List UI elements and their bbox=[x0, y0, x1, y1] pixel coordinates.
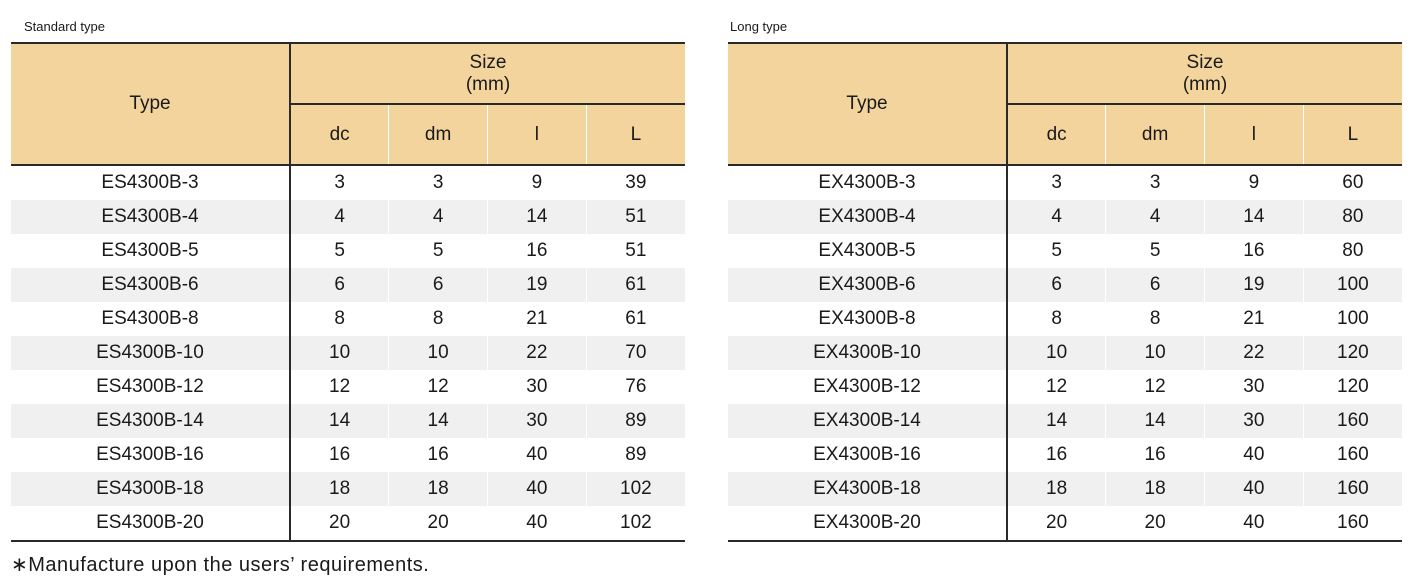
l-cell: 22 bbox=[488, 336, 587, 370]
table-row bbox=[728, 404, 1402, 438]
table-header bbox=[728, 43, 1402, 165]
L-cell: 80 bbox=[1303, 234, 1402, 268]
dm-cell: 18 bbox=[389, 472, 488, 506]
dm-cell: 3 bbox=[389, 165, 488, 200]
type-cell: ES4300B-10 bbox=[11, 336, 290, 370]
dc-cell: 6 bbox=[290, 268, 389, 302]
L-cell: 100 bbox=[1303, 302, 1402, 336]
dc-cell: 18 bbox=[290, 472, 389, 506]
dc-cell: 12 bbox=[329, 376, 351, 397]
standard-type-table bbox=[11, 42, 685, 542]
type-cell: EX4300B-3 bbox=[728, 165, 1007, 200]
dc-cell: 10 bbox=[1007, 336, 1106, 370]
L-cell: 61 bbox=[586, 302, 685, 336]
L-cell: 160 bbox=[1303, 438, 1402, 472]
type-cell: EX4300B-4 bbox=[728, 200, 1007, 234]
dm-cell: 16 bbox=[1106, 438, 1205, 472]
type-cell: ES4300B-16 bbox=[11, 438, 290, 472]
type-cell: ES4300B-6 bbox=[11, 268, 290, 302]
type-cell: ES4300B-18 bbox=[11, 472, 290, 506]
table-row bbox=[728, 200, 1402, 234]
dm-cell: 12 bbox=[389, 370, 488, 404]
dc-cell: 8 bbox=[1051, 308, 1062, 329]
L-cell: 39 bbox=[586, 165, 685, 200]
dc-cell: 8 bbox=[334, 308, 345, 329]
L-cell: 89 bbox=[586, 404, 685, 438]
L-header: L bbox=[1303, 104, 1402, 165]
size-header bbox=[1007, 43, 1402, 104]
L-cell: 102 bbox=[586, 472, 685, 506]
l-cell: 21 bbox=[1205, 302, 1304, 336]
l-header: l bbox=[1205, 104, 1304, 165]
dm-cell: 8 bbox=[1106, 302, 1205, 336]
L-cell: 89 bbox=[586, 438, 685, 472]
l-cell: 40 bbox=[488, 472, 587, 506]
L-cell: 120 bbox=[1303, 336, 1402, 370]
dm-cell: 14 bbox=[1106, 404, 1205, 438]
dm-cell: 5 bbox=[1106, 234, 1205, 268]
table-row bbox=[728, 302, 1402, 336]
dm-cell: 4 bbox=[1106, 200, 1205, 234]
table-row bbox=[11, 200, 685, 234]
table-row bbox=[11, 472, 685, 506]
table-body bbox=[11, 165, 685, 541]
dm-cell: 12 bbox=[1106, 370, 1205, 404]
L-cell: 76 bbox=[586, 370, 685, 404]
l-cell: 30 bbox=[488, 404, 587, 438]
table-row bbox=[728, 506, 1402, 541]
dc-cell: 4 bbox=[1007, 200, 1106, 234]
type-cell: EX4300B-6 bbox=[728, 268, 1007, 302]
table-row bbox=[11, 165, 685, 200]
dm-cell: 6 bbox=[389, 268, 488, 302]
L-cell: 120 bbox=[1303, 370, 1402, 404]
dm-cell: 14 bbox=[389, 404, 488, 438]
L-cell: 160 bbox=[1303, 404, 1402, 438]
L-cell: 61 bbox=[586, 268, 685, 302]
table-row bbox=[728, 165, 1402, 200]
size-header bbox=[290, 43, 685, 104]
type-cell: ES4300B-12 bbox=[11, 370, 290, 404]
size-header-label: Size bbox=[1186, 51, 1224, 73]
table-header bbox=[11, 43, 685, 165]
dc-cell: 20 bbox=[329, 512, 351, 533]
l-header: l bbox=[488, 104, 587, 165]
type-cell: EX4300B-10 bbox=[728, 336, 1007, 370]
dc-cell: 3 bbox=[1051, 172, 1062, 193]
table-row bbox=[728, 472, 1402, 506]
dc-cell: 4 bbox=[290, 200, 389, 234]
l-cell: 40 bbox=[1205, 472, 1304, 506]
long-type-table bbox=[728, 42, 1402, 542]
dc-cell: 5 bbox=[1051, 240, 1062, 261]
l-cell: 40 bbox=[1205, 438, 1304, 472]
type-cell: ES4300B-4 bbox=[11, 200, 290, 234]
table-row bbox=[728, 234, 1402, 268]
type-header: Type bbox=[728, 43, 1007, 165]
size-header-unit: (mm) bbox=[465, 73, 511, 95]
table-row bbox=[11, 370, 685, 404]
L-cell: 102 bbox=[586, 506, 685, 541]
footnote: ∗Manufacture upon the users’ requirements. bbox=[11, 554, 430, 576]
type-cell: EX4300B-20 bbox=[728, 506, 1007, 541]
l-cell: 21 bbox=[488, 302, 587, 336]
table-row bbox=[11, 336, 685, 370]
L-cell: 100 bbox=[1303, 268, 1402, 302]
dc-cell: 3 bbox=[334, 172, 345, 193]
dm-cell: 18 bbox=[1106, 472, 1205, 506]
dm-cell: 3 bbox=[1106, 165, 1205, 200]
type-cell: EX4300B-16 bbox=[728, 438, 1007, 472]
dc-cell: 12 bbox=[1046, 376, 1068, 397]
l-cell: 16 bbox=[1205, 234, 1304, 268]
table-row bbox=[11, 404, 685, 438]
dm-header: dm bbox=[1106, 104, 1205, 165]
dc-cell: 10 bbox=[290, 336, 389, 370]
dc-cell: 14 bbox=[290, 404, 389, 438]
dc-cell: 6 bbox=[1007, 268, 1106, 302]
l-cell: 22 bbox=[1205, 336, 1304, 370]
dm-cell: 16 bbox=[389, 438, 488, 472]
l-cell: 30 bbox=[488, 370, 587, 404]
l-cell: 14 bbox=[488, 200, 587, 234]
type-cell: EX4300B-5 bbox=[728, 234, 1007, 268]
dm-cell: 8 bbox=[389, 302, 488, 336]
dm-cell: 20 bbox=[389, 506, 488, 541]
L-cell: 160 bbox=[1303, 472, 1402, 506]
dc-cell: 16 bbox=[329, 444, 351, 465]
dc-header: dc bbox=[1007, 104, 1106, 165]
l-cell: 30 bbox=[1205, 370, 1304, 404]
table-row bbox=[728, 370, 1402, 404]
standard-type-caption: Standard type bbox=[24, 19, 105, 34]
table-row bbox=[728, 268, 1402, 302]
l-cell: 19 bbox=[1205, 268, 1304, 302]
table-row bbox=[728, 336, 1402, 370]
type-cell: EX4300B-8 bbox=[728, 302, 1007, 336]
size-header-unit: (mm) bbox=[1182, 73, 1228, 95]
size-header-label: Size bbox=[469, 51, 507, 73]
l-cell: 14 bbox=[1205, 200, 1304, 234]
L-cell: 51 bbox=[586, 234, 685, 268]
l-cell: 9 bbox=[1205, 165, 1304, 200]
l-cell: 40 bbox=[488, 506, 587, 541]
type-cell: EX4300B-14 bbox=[728, 404, 1007, 438]
l-cell: 19 bbox=[488, 268, 587, 302]
L-cell: 160 bbox=[1303, 506, 1402, 541]
L-cell: 60 bbox=[1303, 165, 1402, 200]
l-cell: 40 bbox=[1205, 506, 1304, 541]
table-row bbox=[728, 438, 1402, 472]
dm-cell: 20 bbox=[1106, 506, 1205, 541]
type-cell: ES4300B-20 bbox=[11, 506, 290, 541]
dm-header: dm bbox=[389, 104, 488, 165]
type-cell: ES4300B-5 bbox=[11, 234, 290, 268]
l-cell: 40 bbox=[488, 438, 587, 472]
dm-cell: 10 bbox=[1106, 336, 1205, 370]
dc-cell: 16 bbox=[1046, 444, 1068, 465]
table-row bbox=[11, 234, 685, 268]
type-cell: ES4300B-3 bbox=[11, 165, 290, 200]
table-row bbox=[11, 438, 685, 472]
L-header: L bbox=[586, 104, 685, 165]
table-row bbox=[11, 506, 685, 541]
l-cell: 30 bbox=[1205, 404, 1304, 438]
type-cell: ES4300B-8 bbox=[11, 302, 290, 336]
dm-cell: 4 bbox=[389, 200, 488, 234]
dm-cell: 10 bbox=[389, 336, 488, 370]
dc-cell: 18 bbox=[1007, 472, 1106, 506]
long-type-caption: Long type bbox=[730, 19, 788, 34]
l-cell: 9 bbox=[488, 165, 587, 200]
table-body bbox=[728, 165, 1402, 541]
dc-cell: 14 bbox=[1007, 404, 1106, 438]
type-header: Type bbox=[11, 43, 290, 165]
type-cell: EX4300B-12 bbox=[728, 370, 1007, 404]
type-cell: EX4300B-18 bbox=[728, 472, 1007, 506]
table-row bbox=[11, 302, 685, 336]
l-cell: 16 bbox=[488, 234, 587, 268]
L-cell: 70 bbox=[586, 336, 685, 370]
dc-cell: 5 bbox=[334, 240, 345, 261]
dc-cell: 20 bbox=[1046, 512, 1068, 533]
dm-cell: 6 bbox=[1106, 268, 1205, 302]
table-row bbox=[11, 268, 685, 302]
L-cell: 80 bbox=[1303, 200, 1402, 234]
dc-header: dc bbox=[290, 104, 389, 165]
dm-cell: 5 bbox=[389, 234, 488, 268]
type-cell: ES4300B-14 bbox=[11, 404, 290, 438]
L-cell: 51 bbox=[586, 200, 685, 234]
